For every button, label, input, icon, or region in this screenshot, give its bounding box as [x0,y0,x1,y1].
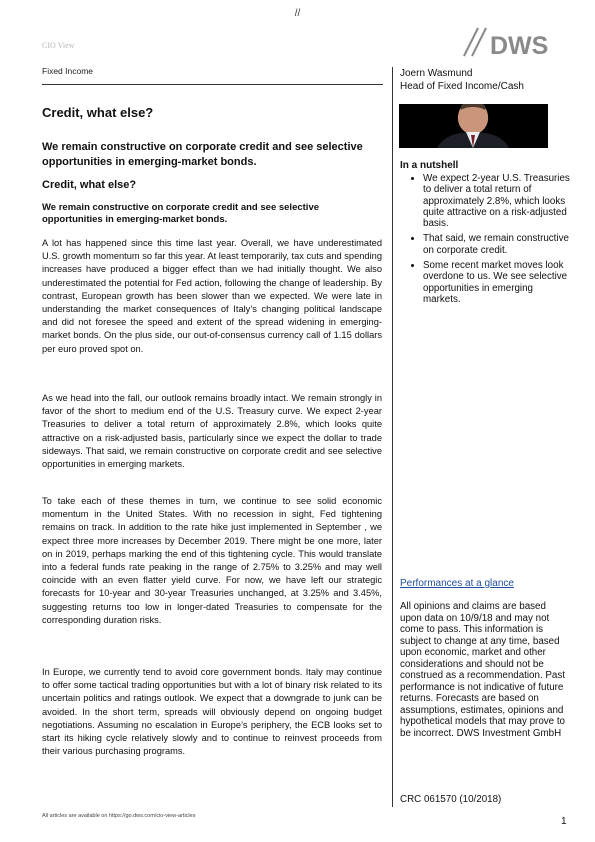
section-label: Fixed Income [42,66,94,76]
article-lead: We remain constructive on corporate credit and see selective opportunities in emerging-market bonds. [42,141,363,168]
body-paragraph: In Europe, we currently tend to avoid core government bonds. Italy may continue to offer some tactical trading opportunities but with a lot of binary risk related to its uncertain politics and ratings outlook. We expect that a downgrade to junk can be avoided. In the short term, spreads will obviously depend on ongoing budget negotiations. Assuming no escalation in Europe’s periphery, the ECB looks set to start its hiking cycle relatively slowly and to continue to reinvest proceeds from their various purchasing programs. [42,667,382,757]
author-role: Head of Fixed Income/Cash [400,81,524,92]
logo-wordmark: DWS [490,32,549,60]
footer-note: All articles are available on https://go.dws.com/cio-view-articles [42,813,196,819]
portrait-figure-icon [399,104,548,148]
article-subtitle: Credit, what else? [42,179,137,191]
article-lead-secondary: We remain constructive on corporate credit and see selective opportunities in emerging-market bonds. [42,202,320,225]
column-divider [392,67,393,807]
author-portrait [399,104,548,148]
top-marker: // [294,8,301,19]
body-paragraph: A lot has happened since this time last year. Overall, we have underestimated U.S. growth momentum so far this year. At least temporarily, tax cuts and spending increases have produced a bigger effect than we had initially thought. We also underestimated the potential for Fed action, following the change of leadership. By contrast, European growth has been slower than we expected. We were late in understanding the market consequences of Italy’s changing political landscape and did not foresee the speed and extent of the spread widening in emerging-market bonds. On the plus side, our out-of-consensus currency call of 1.15 dollars per euro proved spot on. [42,238,382,354]
nutshell-item: • Some recent market moves look overdone to us. We see selective opportunities in emerging markets. [423,260,573,305]
dws-logo [462,22,562,62]
nutshell-item: • We expect 2-year U.S. Treasuries to deliver a total return of approximately 2.8%, which looks quite attractive on a risk-adjusted basis. [423,173,573,229]
crc-code: CRC 061570 (10/2018) [400,794,502,805]
body-paragraph: To take each of these themes in turn, we continue to see solid economic momentum in the United States. With no recession in sight, Fed tightening remains on track. In addition to the rate hike just implemented in September , we expect three more increases by December 2019. There might be one more, later on in 2019, perhaps marking the end of this tightening cycle. This would translate into a federal funds rate peaking in the range of 2.75% to 3.25% and may well coincide with an even flatter yield curve. For now, we have left our strategic forecasts for 10-year and 30-year Treasuries unchanged, at 3.25% and 3.45%, suggesting returns too low in longer-dated Treasuries to compensate for the corresponding duration risks. [42,496,382,625]
disclaimer-text: All opinions and claims are based upon data on 10/9/18 and may not come to pass. This information is subject to change at any time, based upon economic, market and other considerations and should not be construed as a recommendation. Past performance is not indicative of future returns. Forecasts are based on assumptions, estimates, opinions and hypothetical models that may prove to be incorrect. DWS Investment GmbH [400,601,566,739]
nutshell-list [412,173,573,309]
performance-link[interactable]: Performances at a glance [400,578,514,589]
nutshell-heading: In a nutshell [400,160,459,171]
article-title: Credit, what else? [42,105,154,120]
author-name: Joern Wasmund [400,68,473,79]
nutshell-item: • That said, we remain constructive on corporate credit. [423,233,573,256]
logo-slash-1-icon [464,28,478,56]
body-paragraph: As we head into the fall, our outlook remains broadly intact. We remain strongly in favor of the short to medium end of the U.S. Treasury curve. We expect 2-year Treasuries to deliver a total return of approximately 2.8%, which looks quite attractive on a risk-adjusted basis, particularly since we expect the dollar to trade sideways. That said, we remain constructive on corporate credit and see selective opportunities in emerging markets. [42,393,382,470]
header-rule [42,84,383,85]
logo-slash-2-icon [472,28,486,56]
page-number: 1 [561,816,567,827]
cio-view-label: CIO View [42,41,75,50]
